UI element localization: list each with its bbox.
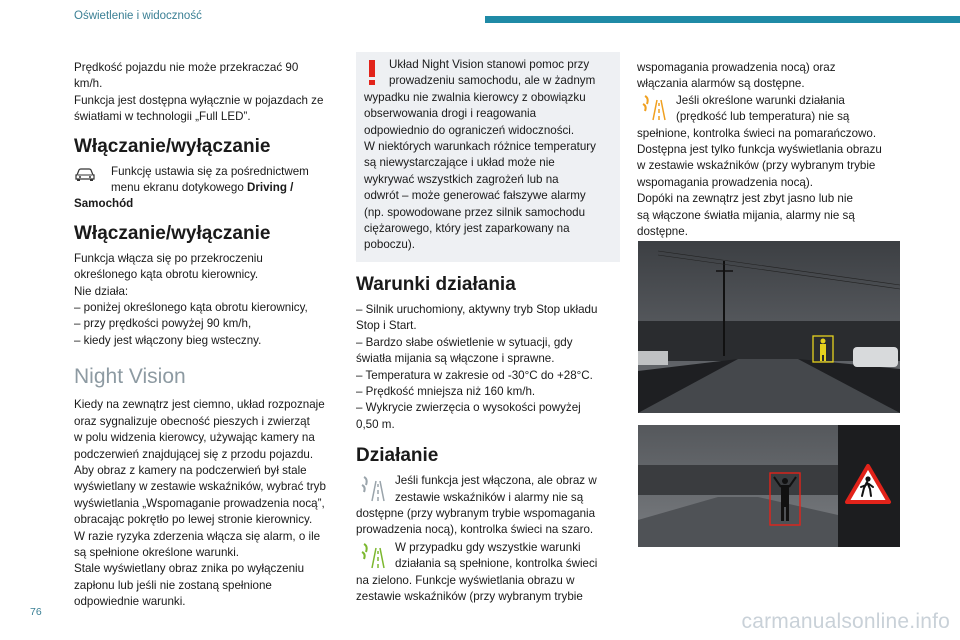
thermal-image-alarm (638, 425, 900, 547)
column-1 (74, 60, 344, 611)
cond-line-5: – Temperatura w zakresie od -30°C do +28°C. (356, 368, 593, 382)
nv-line-5: Aby obraz z kamery na podczerwień był stale (74, 463, 307, 477)
thermal-image-road (638, 241, 900, 413)
cond-line-6: – Prędkość mniejsza niż 160 km/h. (356, 384, 536, 398)
speed-line-4: światłami w technologii „Full LED”. (74, 110, 251, 124)
op1-line-4: prowadzenia nocą), kontrolka świeci na szaro. (356, 523, 594, 537)
night-vision-orange-icon (641, 94, 669, 127)
op3-line-2: (prędkość lub temperatura) nie są (676, 110, 850, 124)
nv-line-7: wyświetlania „Wspomaganie prowadzenia nocą”, (74, 496, 325, 510)
onoff2-line-5: – przy prędkości powyżej 90 km/h, (74, 317, 252, 331)
cond-line-1: – Silnik uruchomiony, aktywny tryb Stop układu (356, 302, 598, 316)
op1-line-3: dostępne (przy wybranym trybie wspomagania (356, 506, 596, 520)
cond-line-2: Stop i Start. (356, 319, 417, 333)
car-icon (74, 166, 96, 187)
op3-line-9: dostępne. (637, 225, 688, 239)
c3-line-1: wspomagania prowadzenia nocą) oraz (637, 61, 836, 74)
column-3 (637, 60, 907, 240)
night-vision-grey-icon (360, 475, 388, 508)
warn-line-3: wypadku nie zwalnia kierowcy z obowiązku (364, 90, 586, 104)
onoff2-line-2: określonego kąta obrotu kierownicy. (74, 268, 259, 282)
nv-line-2: oraz sygnalizuje obecność pieszych i zwierząt (74, 414, 310, 428)
onoff2-line-1: Funkcja włącza się po przekroczeniu (74, 251, 263, 265)
op2-line-3: na zielono. Funkcje wyświetlania obrazu w (356, 573, 575, 587)
warn-line-6: W niektórych warunkach różnice temperatury (364, 140, 596, 154)
heading-onoff-1: Włączanie/wyłączanie (74, 135, 271, 157)
op3-line-1: Jeśli określone warunki działania (676, 93, 845, 107)
warn-line-10: (np. spowodowane przez silnik samochodu (364, 205, 586, 219)
menu-samochod-label: Samochód (74, 197, 134, 211)
heading-conditions: Warunki działania (356, 273, 516, 295)
op2-line-4: zestawie wskaźników (przy wybranym trybie (356, 589, 583, 603)
onoff1-line-1: Funkcję ustawia się za pośrednictwem (111, 164, 309, 178)
warn-line-1: Układ Night Vision stanowi pomoc przy (389, 58, 590, 71)
op3-line-5: w zestawie wskaźników (przy wybranym trybie (637, 159, 876, 173)
pedestrian-warning-icon (844, 463, 892, 510)
header-accent-bar (485, 16, 960, 23)
op3-line-3: spełnione, kontrolka świeci na pomarańczowo. (637, 126, 877, 140)
nv-line-8: obracając pokrętło po lewej stronie kierownicy. (74, 513, 313, 527)
onoff2-line-3: Nie działa: (74, 284, 129, 298)
op3-line-7: Dopóki na zewnątrz jest zbyt jasno lub nie (637, 192, 853, 206)
header-title: Oświetlenie i widoczność (74, 10, 202, 22)
night-vision-green-icon (360, 542, 388, 575)
op3-line-8: są włączone światła mijania, alarmy nie są (637, 208, 855, 222)
heading-night-vision: Night Vision (74, 365, 186, 389)
warning-box (356, 52, 620, 262)
onoff1-line-2a: menu ekranu dotykowego (111, 181, 247, 195)
op3-line-6: wspomagania prowadzenia nocą). (637, 175, 813, 189)
warn-line-7: są niewystarczające i układ może nie (364, 156, 555, 170)
heading-onoff-2: Włączanie/wyłączanie (74, 222, 271, 244)
warn-line-2: prowadzeniu samochodu, ale w żadnym (389, 74, 596, 88)
menu-driving-label: Driving / (247, 181, 294, 195)
speed-line-3: Funkcja jest dostępna wyłącznie w pojazdach ze (74, 93, 324, 107)
nv-line-4: podczerwień znajdującej się z przodu pojazdu. (74, 447, 314, 461)
cond-line-8: 0,50 m. (356, 417, 395, 431)
nv-line-13: odpowiednie warunki. (74, 595, 186, 609)
nv-line-10: są spełnione określone warunki. (74, 545, 239, 559)
warn-line-9: odwrót – może generować fałszywe alarmy (364, 189, 586, 203)
cond-line-3: – Bardzo słabe oświetlenie w sytuacji, gdy (356, 335, 573, 349)
warn-line-5: odpowiednio do ograniczeń widoczności. (364, 123, 575, 137)
warn-line-4: obserwowania drogi i reagowania (364, 107, 537, 121)
op2-line-2: działania są spełnione, kontrolka świeci (395, 557, 598, 571)
onoff2-line-4: – poniżej określonego kąta obrotu kierownicy, (74, 301, 308, 315)
nv-line-6: wyświetlany w zestawie wskaźników, wybrać tryb (74, 480, 326, 494)
watermark: carmanualsonline.info (741, 610, 950, 633)
speed-line-2: km/h. (74, 77, 103, 91)
op2-line-1: W przypadku gdy wszystkie warunki (395, 540, 581, 554)
nv-line-12: zapłonu lub jeśli nie zostaną spełnione (74, 578, 272, 592)
op3-line-4: Dostępna jest tylko funkcja wyświetlania obrazu (637, 143, 882, 157)
warn-line-12: poboczu). (364, 238, 415, 252)
nv-line-3: w polu widzenia kierowcy, używając kamery na (74, 431, 315, 445)
warn-line-8: wykrywać wszystkich zagrożeń lub na (364, 172, 559, 186)
c3-line-2: włączania alarmów są dostępne. (637, 77, 805, 91)
warning-exclamation-icon (366, 60, 378, 91)
warn-line-11: ciężarowego, który jest zaparkowany na (364, 222, 570, 236)
nv-line-9: W razie ryzyka zderzenia włącza się alarm, o ile (74, 529, 321, 543)
cond-line-7: – Wykrycie zwierzęcia o wysokości powyżej (356, 401, 581, 415)
op1-line-1: Jeśli funkcja jest włączona, ale obraz w (395, 474, 597, 488)
op1-line-2: zestawie wskaźników i alarmy nie są (395, 490, 584, 504)
speed-line-1: Prędkość pojazdu nie może przekraczać 90 (74, 61, 299, 74)
column-2 (356, 52, 620, 605)
page-number: 76 (30, 606, 42, 618)
nv-line-11: Stale wyświetlany obraz znika po wyłączeniu (74, 562, 305, 576)
cond-line-4: światła mijania są włączone i sprawne. (356, 352, 555, 366)
onoff2-line-6: – kiedy jest włączony bieg wsteczny. (74, 333, 262, 347)
nv-line-1: Kiedy na zewnątrz jest ciemno, układ rozpoznaje (74, 398, 325, 412)
heading-operation: Działanie (356, 445, 439, 467)
